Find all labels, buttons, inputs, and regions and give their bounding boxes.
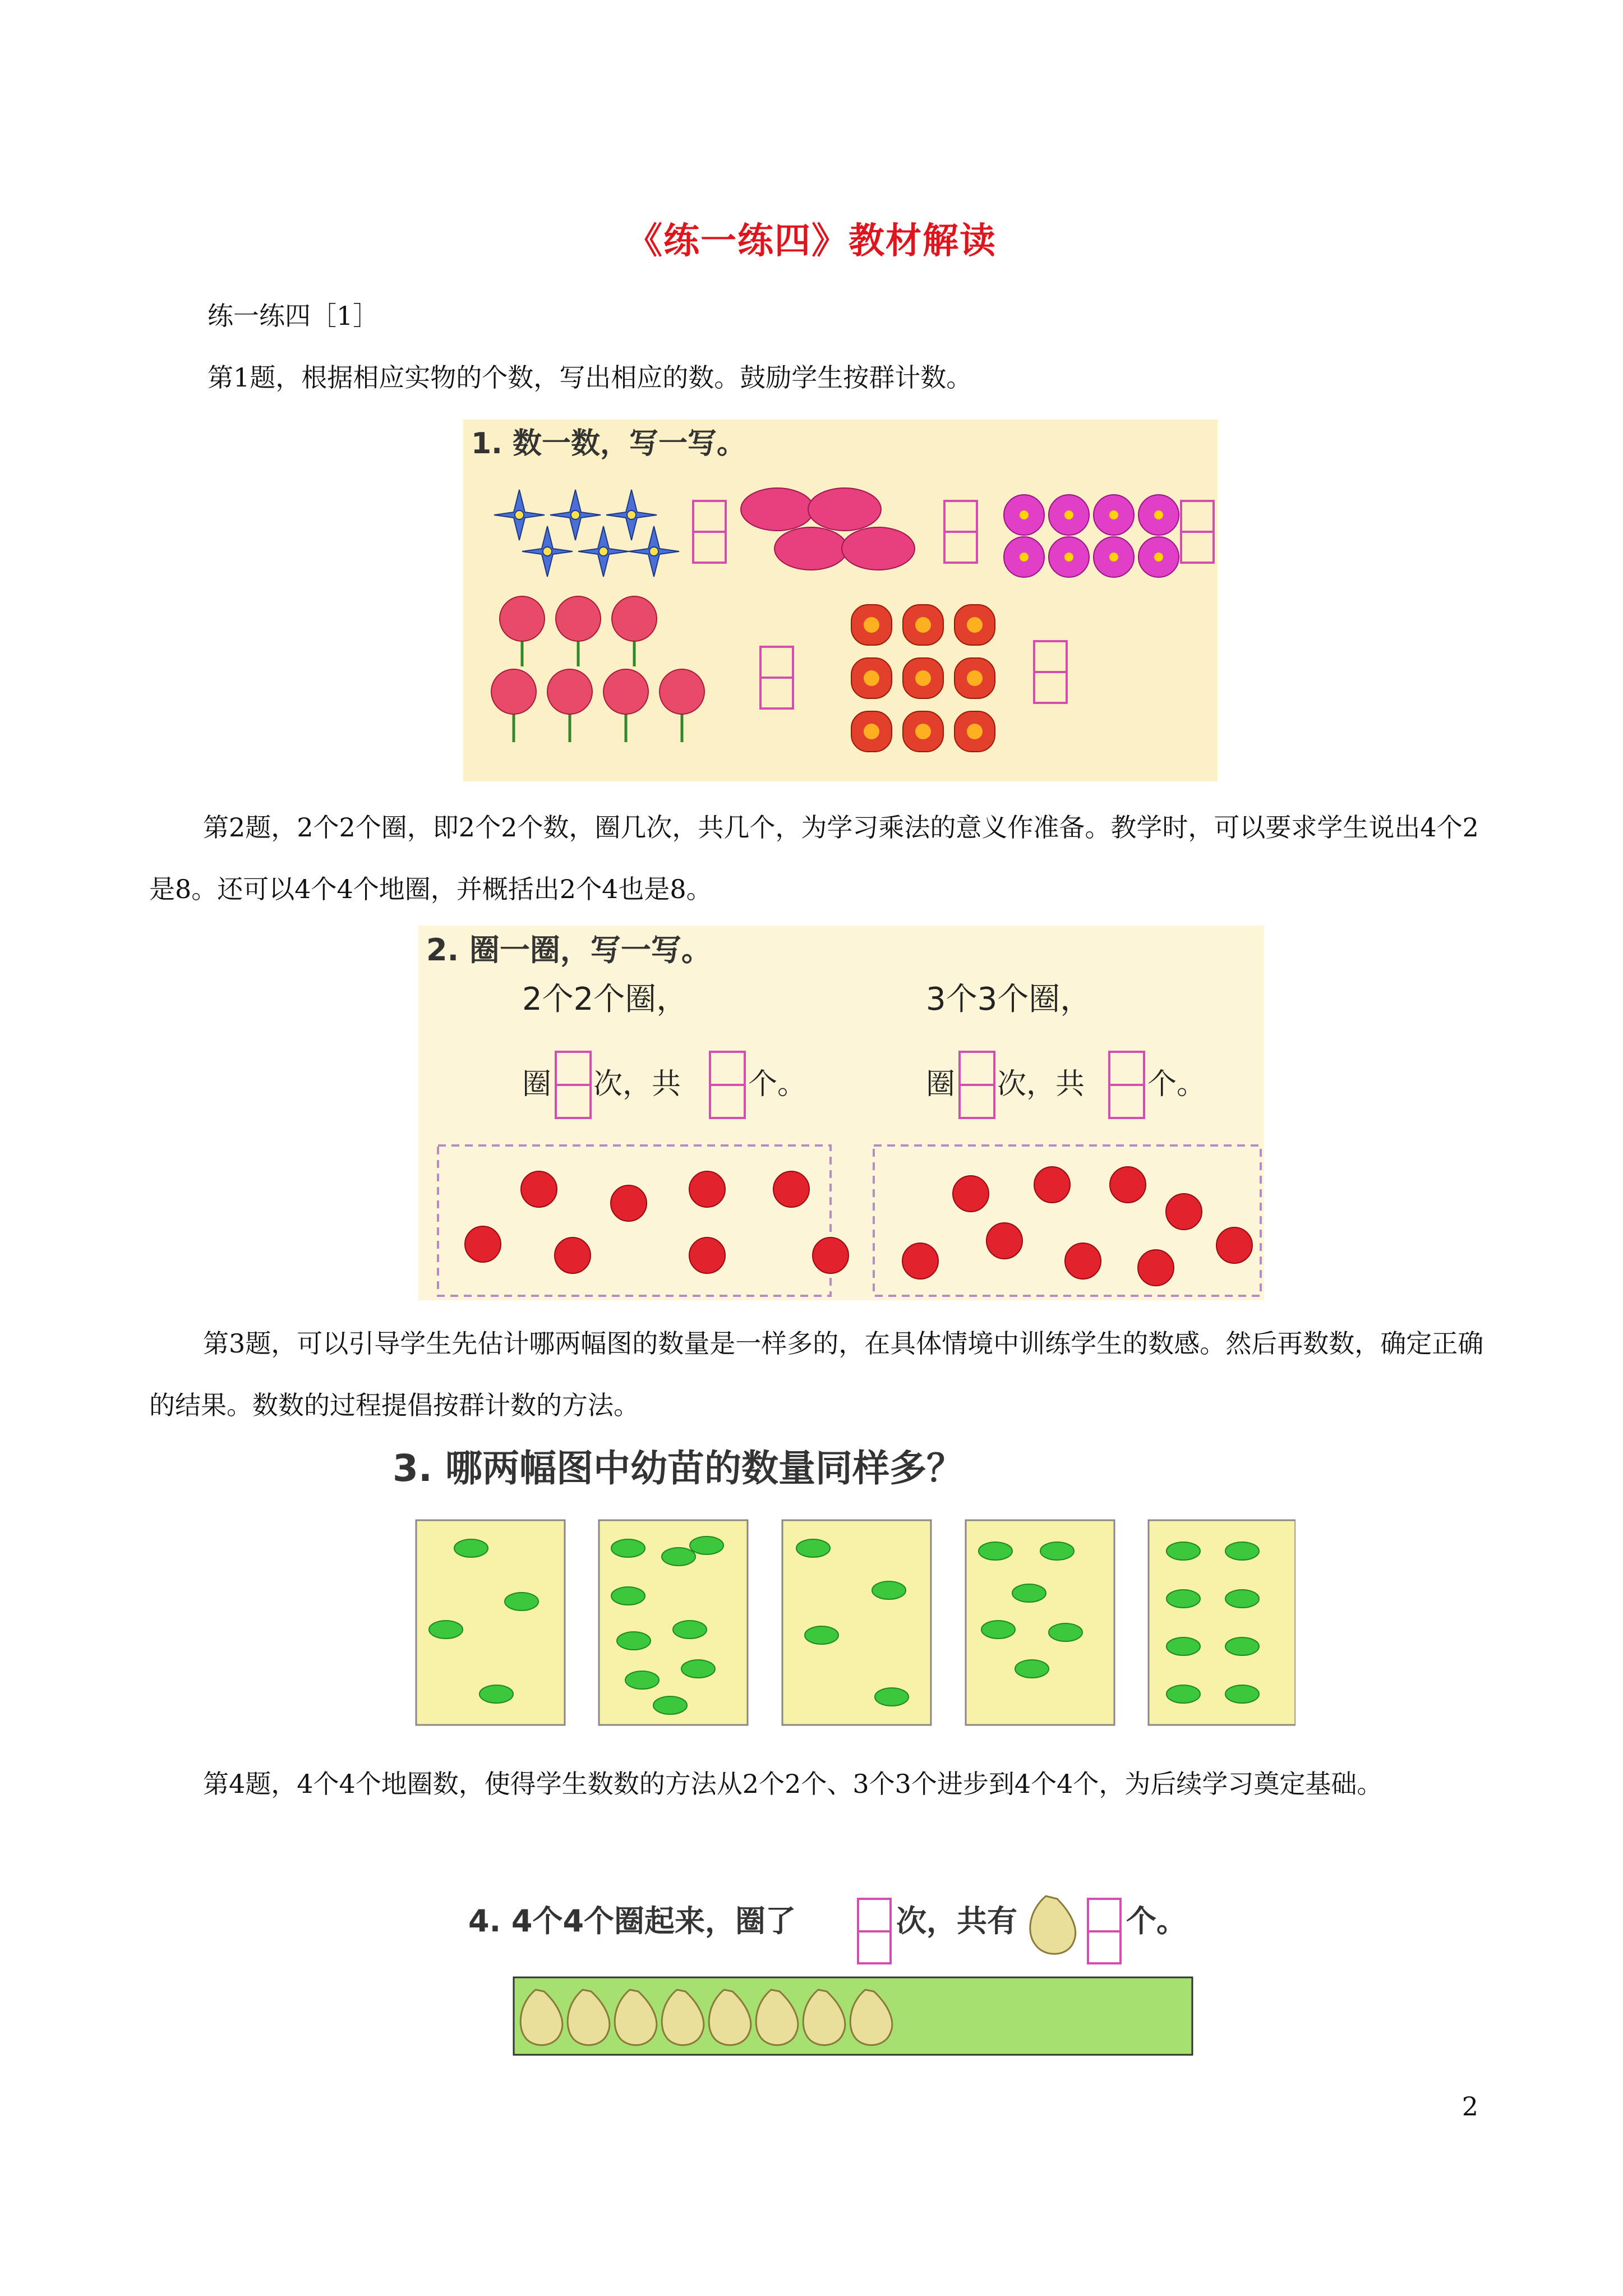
page-number: 2 bbox=[1461, 2091, 1478, 2122]
svg-text:个。: 个。 bbox=[1147, 1068, 1206, 1101]
svg-text:圈: 圈 bbox=[522, 1068, 552, 1101]
svg-text:次，共: 次，共 bbox=[593, 1068, 681, 1101]
paragraph-4: 第4题，4个4个地圈数，使得学生数数的方法从2个2个、3个3个进步到4个4个，为后续学习奠定基础。 bbox=[203, 1769, 1383, 1799]
document-title: 《练一练四》教材解读 bbox=[626, 220, 997, 262]
figure-count-and-write bbox=[463, 420, 1218, 781]
svg-text:圈: 圈 bbox=[926, 1068, 956, 1101]
figure-3-heading: 3. 哪两幅图中幼苗的数量同样多？ bbox=[393, 1447, 963, 1490]
paragraph-2: 第2题，2个2个圈，即2个2个数，圈几次，共几个，为学习乘法的意义作准备。教学时，可以要求学生说出4个2是8。还可以4个4个地圈，并概括出2个4也是8。 bbox=[149, 812, 1479, 904]
pear-icon bbox=[1030, 1896, 1076, 1954]
svg-text:次，共: 次，共 bbox=[997, 1068, 1085, 1101]
figure-pears-circle bbox=[465, 1882, 1211, 2062]
figure-2-heading: 2. 圈一圈，写一写。 bbox=[426, 932, 712, 968]
figure-2-left-instruction: 2个2个圈， bbox=[522, 981, 688, 1018]
figure-2-right-instruction: 3个3个圈， bbox=[926, 981, 1092, 1018]
exercise-subtitle: 练一练四［1］ bbox=[208, 301, 379, 331]
figure-seedlings-compare bbox=[387, 1439, 1295, 1747]
paragraph-3: 第3题，可以引导学生先估计哪两幅图的数量是一样多的，在具体情境中训练学生的数感。然后再数数，确定正确的结果。数数的过程提倡按群计数的方法。 bbox=[149, 1328, 1484, 1420]
figure-4-text-a: 4. 4个4个圈起来，圈了 bbox=[468, 1903, 796, 1939]
figure-4-text-b: 次，共有 bbox=[896, 1903, 1017, 1939]
svg-text:个。: 个。 bbox=[748, 1068, 807, 1101]
figure-1-heading: 1. 数一数，写一写。 bbox=[471, 427, 746, 461]
paragraph-1: 第1题，根据相应实物的个数，写出相应的数。鼓励学生按群计数。 bbox=[208, 362, 972, 393]
figure-4-text-c: 个。 bbox=[1126, 1903, 1187, 1939]
figure-circle-and-write bbox=[418, 926, 1264, 1300]
